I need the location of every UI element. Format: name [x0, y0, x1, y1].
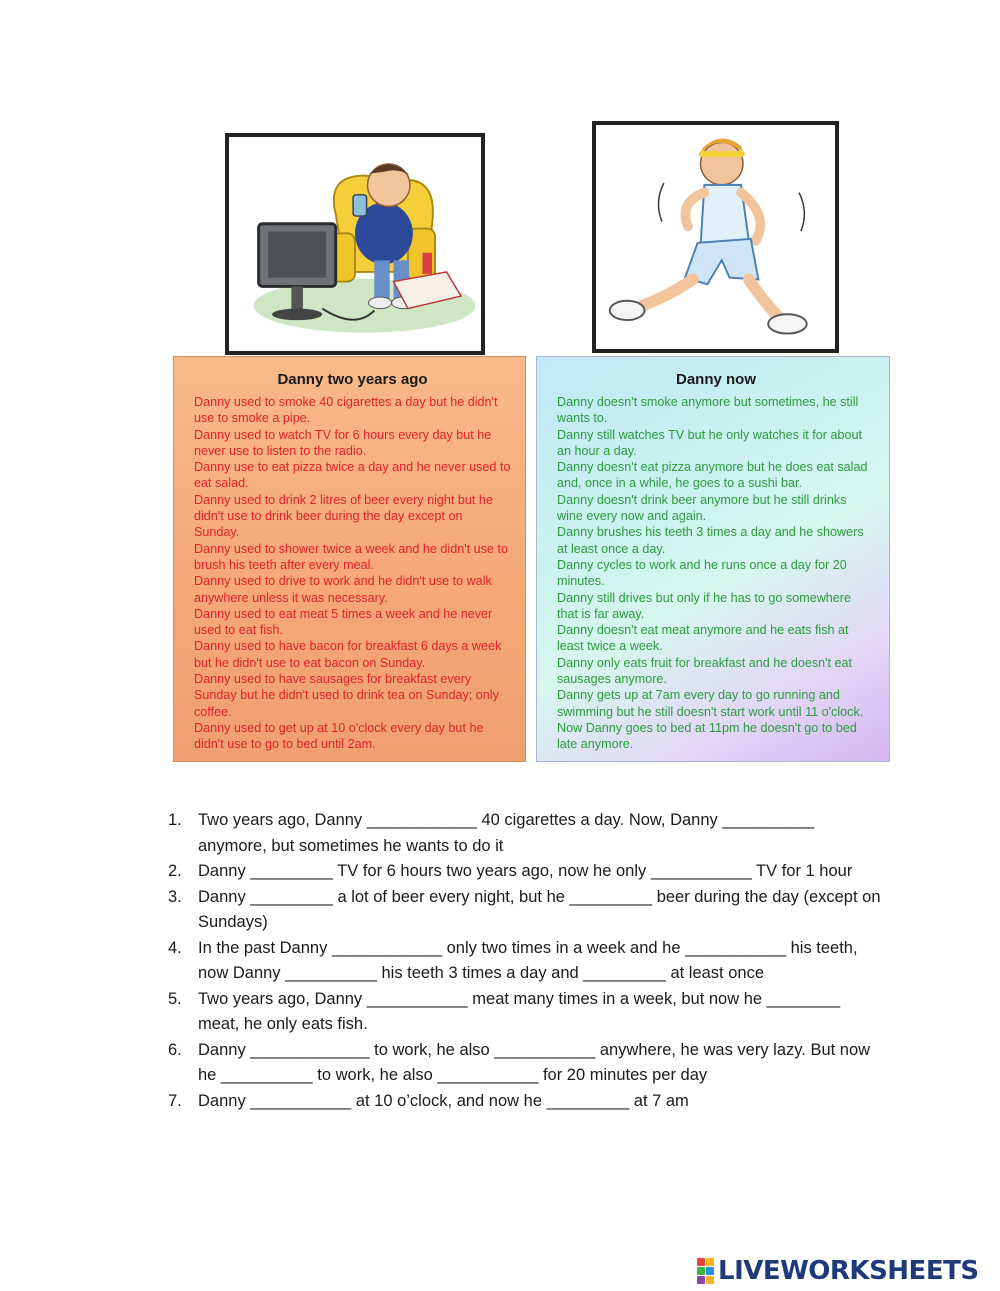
card-title-after: Danny now: [675, 371, 756, 388]
before-line-9: Danny used to have sausages for breakfast every Sunday but he didn't used to drink tea on Sunday; only coffee.: [194, 672, 499, 719]
after-line-2: Danny still watches TV but he only watches it for about an hour a day.: [557, 427, 862, 458]
exercise-item: [163, 808, 883, 859]
card-danny-now: [536, 356, 890, 762]
exercise-text: Danny ___________ at 10 o’clock, and now he _________ at 7 am: [198, 1091, 689, 1110]
illustration-danny-before: [225, 133, 485, 355]
after-line-11: Now Danny goes to bed at 11pm he doesn't go to bed late anymore.: [557, 720, 857, 752]
before-line-10: Danny used to get up at 10 o'clock every day but he didn't use to go to bed until 2am.: [194, 720, 484, 752]
exercise-item: [163, 1089, 883, 1115]
exercise-item: [163, 936, 883, 987]
exercise-number: 1.: [168, 811, 182, 829]
exercise-item: [163, 1038, 883, 1089]
exercise-number: 3.: [168, 887, 182, 906]
exercise-text: Danny _____________ to work, he also ___________ anywhere, he was very lazy. But now he __________ to work, he also ___________ for 20 minutes per day: [198, 1040, 871, 1084]
before-line-4: Danny used to drink 2 litres of beer every night but he didn't use to drink beer during the day except on Sunday.: [194, 492, 493, 540]
card-danny-two-years-ago: [173, 356, 526, 762]
exercise-text: Two years ago, Danny ___________ meat many times in a week, but now he ________ meat, he only eats fish.: [198, 989, 841, 1033]
liveworksheets-logo: [697, 1256, 979, 1286]
after-line-9: Danny only eats fruit for breakfast and he doesn't eat sausages anymore.: [557, 655, 853, 687]
exercise-list: [163, 808, 883, 1114]
exercise-text: Danny _________ a lot of beer every night, but he _________ beer during the day (except on Sundays): [198, 887, 881, 931]
after-line-10: Danny gets up at 7am every day to go running and swimming but he still doesn't start work until 11 o'clock.: [557, 688, 864, 719]
exercise-number: 5.: [168, 989, 182, 1008]
exercise-number: 2.: [168, 862, 182, 880]
illustration-danny-now: [592, 121, 839, 353]
exercise-text: In the past Danny ____________ only two times in a week and he ___________ his teeth, now Danny __________ his teeth 3 times a day and _________ at least once: [198, 938, 858, 982]
before-line-6: Danny used to drive to work and he didn't use to walk anywhere unless it was necessary.: [194, 574, 492, 605]
card-title-before: Danny two years ago: [277, 371, 428, 388]
exercise-item: [163, 987, 883, 1038]
before-line-5: Danny used to shower twice a week and he didn't use to brush his teeth after every meal.: [194, 541, 508, 572]
after-line-5: Danny brushes his teeth 3 times a day and he showers at least once a day.: [557, 525, 864, 556]
before-line-3: Danny use to eat pizza twice a day and he never used to eat salad.: [194, 460, 511, 491]
exercise-item: [163, 885, 883, 936]
before-line-7: Danny used to eat meat 5 times a week and he never used to eat fish.: [194, 606, 493, 638]
exercise-text: Two years ago, Danny ____________ 40 cigarettes a day. Now, Danny __________ anymore, but sometimes he wants to do it: [198, 811, 815, 855]
after-line-6: Danny cycles to work and he runs once a day for 20 minutes.: [557, 557, 847, 589]
exercise-number: 6.: [168, 1040, 182, 1059]
after-line-8: Danny doesn't eat meat anymore and he eats fish at least twice a week.: [557, 623, 849, 654]
after-line-4: Danny doesn't drink beer anymore but he still drinks wine every now and again.: [557, 492, 847, 524]
couch-potato-illustration: [229, 137, 481, 351]
exercise-item: [163, 859, 883, 885]
after-line-1: Danny doesn't smoke anymore but sometimes, he still wants to.: [557, 395, 859, 426]
before-line-8: Danny used to have bacon for breakfast 6 days a week but he didn't use to eat bacon on Sunday.: [194, 639, 502, 670]
logo-blocks-icon: [697, 1258, 714, 1284]
before-line-2: Danny used to watch TV for 6 hours every day but he never use to listen to the radio.: [194, 427, 492, 458]
exercise-number: 4.: [168, 938, 182, 957]
logo-text: LIVEWORKSHEETS: [718, 1256, 979, 1286]
before-line-1: Danny used to smoke 40 cigarettes a day but he didn't use to smoke a pipe.: [194, 395, 498, 426]
runner-illustration: [596, 125, 835, 349]
exercise-text: Danny _________ TV for 6 hours two years ago, now he only ___________ TV for 1 hour: [198, 862, 853, 880]
exercise-number: 7.: [168, 1091, 182, 1110]
after-line-7: Danny still drives but only if he has to go somewhere that is far away.: [557, 590, 852, 621]
after-line-3: Danny doesn't eat pizza anymore but he does eat salad and, once in a while, he goes to a sushi bar.: [557, 460, 868, 491]
